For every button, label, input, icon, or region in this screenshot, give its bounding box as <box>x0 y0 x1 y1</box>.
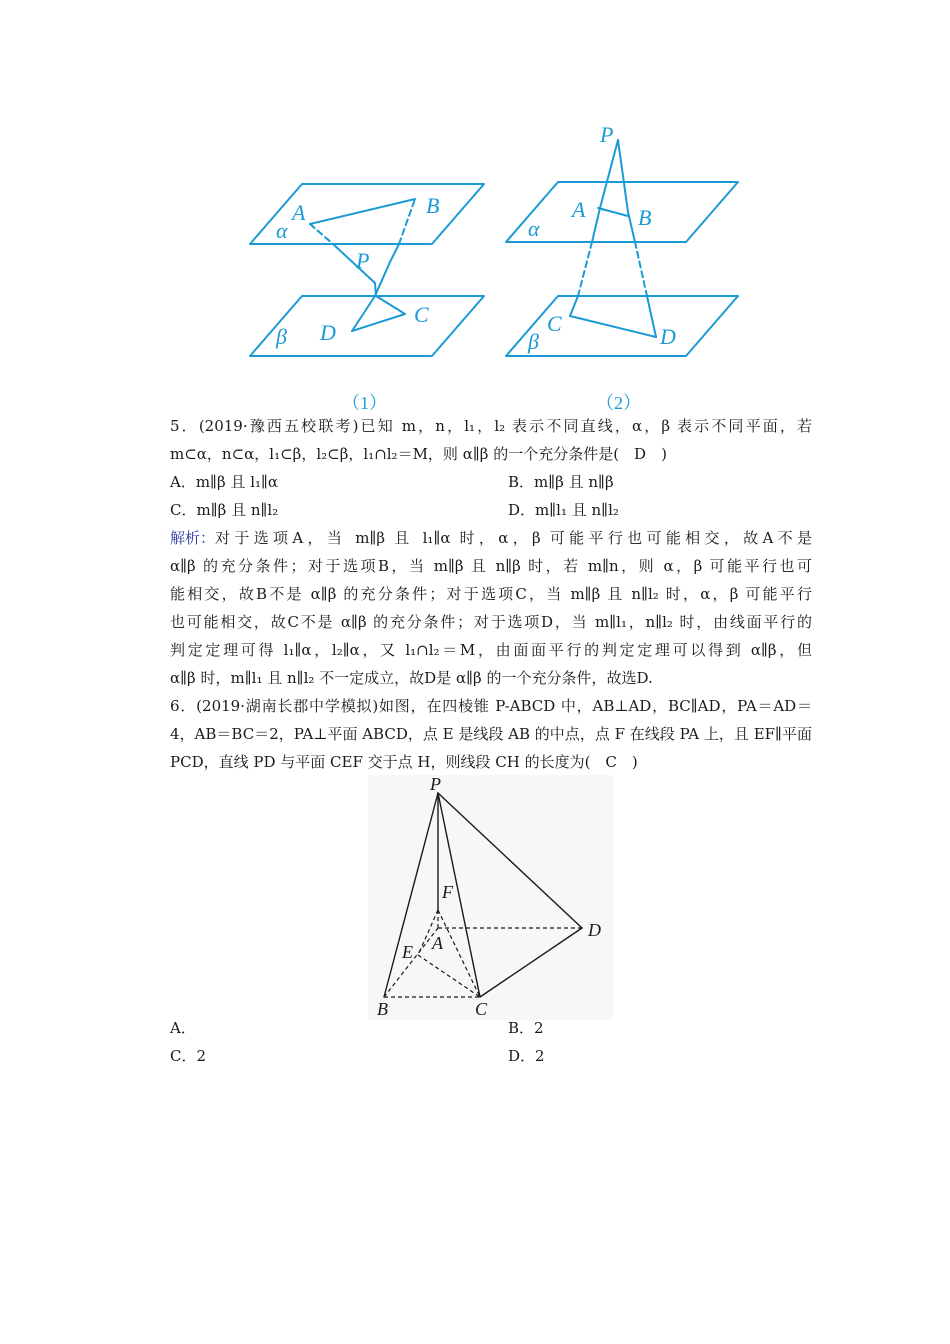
q5-analysis-line-3: 能相交，故B不是 α∥β 的充分条件；对于选项C，当 m∥β 且 n∥l₂ 时，α，β 可能平行 <box>170 585 812 603</box>
q5-analysis-line-2: α∥β 的充分条件；对于选项B，当 m∥β 且 n∥β 时，若 m∥n，则 α，β 可能平行也可 <box>170 557 812 575</box>
label-D: D <box>320 320 336 345</box>
figure-2-caption: （2） <box>596 393 641 413</box>
figure-1-parallel-planes <box>240 172 490 362</box>
label-C: C <box>414 302 429 327</box>
q5-option-d: D．m∥l₁ 且 n∥l₂ <box>508 501 619 519</box>
figure-2-parallel-planes <box>500 120 745 362</box>
q6-option-a: A． <box>170 1019 196 1037</box>
label-P: P <box>600 122 614 147</box>
label-B: B <box>426 193 440 218</box>
q6-option-c: C．2 <box>170 1047 207 1065</box>
label-E: E <box>402 942 413 962</box>
segment-AB <box>310 199 415 224</box>
label-beta: β <box>276 324 287 349</box>
pyramid-figure <box>368 775 613 1020</box>
label-B: B <box>638 205 652 230</box>
label-C: C <box>475 999 488 1019</box>
q5-analysis-line-4: 也可能相交，故C不是 α∥β 的充分条件；对于选项D，当 m∥l₁，n∥l₂ 时，由线面平行的 <box>170 613 812 631</box>
analysis-text-1: 对于选项A，当 m∥β 且 l₁∥α 时，α，β 可能平行也可能相交，故A不是 <box>215 529 812 547</box>
plane-alpha <box>506 182 738 242</box>
label-F: F <box>442 882 453 902</box>
figure-1-caption: （1） <box>342 393 387 413</box>
label-alpha: α <box>276 218 288 243</box>
label-P: P <box>430 775 441 794</box>
plane-beta <box>506 296 738 356</box>
label-C: C <box>547 311 562 336</box>
label-alpha: α <box>528 216 540 241</box>
q6-option-d: D．2 <box>508 1047 545 1065</box>
segment-PA <box>592 140 618 242</box>
q6-stem-line-3: PCD，直线 PD 与平面 CEF 交于点 H，则线段 CH 的长度为( C ) <box>170 753 638 771</box>
segment-AB <box>598 208 628 216</box>
label-A: A <box>292 200 306 225</box>
q5-option-c: C．m∥β 且 n∥l₂ <box>170 501 279 519</box>
q6-stem-line-1: 6．(2019·湖南长郡中学模拟)如图，在四棱锥 P-ABCD 中，AB⊥AD，BC∥AD，PA＝AD＝ <box>170 697 812 715</box>
segment-CD <box>352 296 405 331</box>
segment-AC <box>570 296 578 316</box>
q6-stem-line-2: 4，AB＝BC＝2，PA⊥平面 ABCD，点 E 是线段 AB 的中点，点 F 在线段 PA 上，且 EF∥平面 <box>170 725 812 743</box>
label-A: A <box>432 933 443 953</box>
segment-CD <box>570 316 656 337</box>
label-D: D <box>588 920 601 940</box>
q5-analysis-line-6: α∥β 时，m∥l₁ 且 n∥l₂ 不一定成立，故D是 α∥β 的一个充分条件，故选D. <box>170 669 653 687</box>
q5-stem-line-2: m⊂α，n⊂α，l₁⊂β，l₂⊂β，l₁∩l₂＝M，则 α∥β 的一个充分条件是( D ) <box>170 445 667 463</box>
segment-BD <box>647 296 656 337</box>
q5-analysis-line-1 <box>170 528 812 548</box>
label-D: D <box>660 324 676 349</box>
segment-AC <box>333 244 376 296</box>
q5-stem-line-1: 5．(2019·豫西五校联考)已知 m，n，l₁，l₂ 表示不同直线，α，β 表示不同平面，若 <box>170 417 812 435</box>
q5-option-a: A．m∥β 且 l₁∥α <box>170 473 279 491</box>
q5-option-b: B．m∥β 且 n∥β <box>508 473 614 491</box>
q5-analysis-line-5: 判定定理可得 l₁∥α，l₂∥α，又 l₁∩l₂＝M，由面面平行的判定定理可以得到 α∥β，但 <box>170 641 812 659</box>
label-B: B <box>377 999 388 1019</box>
label-beta: β <box>528 329 539 354</box>
label-P: P <box>356 248 370 273</box>
label-A: A <box>572 197 586 222</box>
q6-option-b: B．2 <box>508 1019 544 1037</box>
analysis-label: 解析： <box>170 529 216 547</box>
segment-PB <box>618 140 635 242</box>
